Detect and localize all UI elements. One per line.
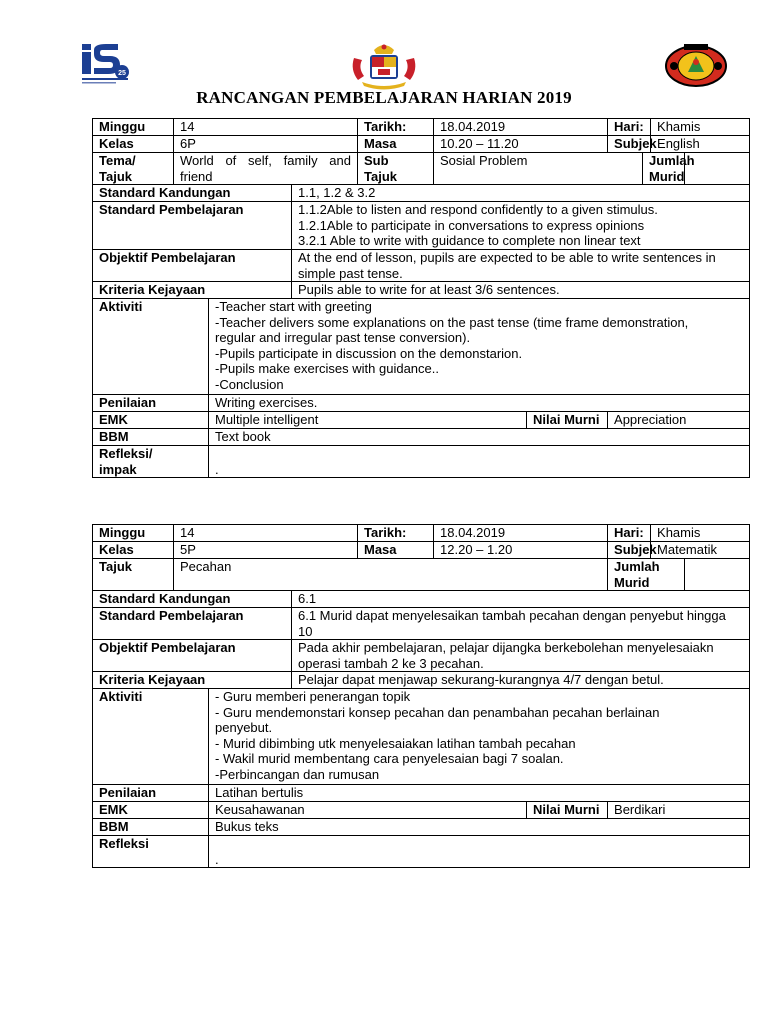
- label-emk: EMK: [93, 802, 209, 819]
- value-kelas: 6P: [174, 136, 358, 153]
- value-refleksi: .: [209, 446, 750, 478]
- value-kriteria: Pelajar dapat menjawap sekurang-kurangnya 4/7 dengan betul.: [292, 672, 750, 689]
- label-hari: Hari:: [608, 525, 651, 542]
- page-title: RANCANGAN PEMBELAJARAN HARIAN 2019: [196, 88, 572, 107]
- value-emk: Keusahawanan: [209, 802, 527, 819]
- label-penilaian: Penilaian: [93, 785, 209, 802]
- value-standard-pembelajaran: 6.1 Murid dapat menyelesaikan tambah pecahan dengan penyebut hingga 10: [292, 608, 750, 640]
- label-objektif: Objektif Pembelajaran: [93, 640, 292, 672]
- svg-text:25: 25: [118, 70, 126, 77]
- value-standard-pembelajaran: 1.1.2Able to listen and respond confidently to a given stimulus. 1.2.1Able to participate in conversations to express opinions 3.2.1 Able to write with guidance to complete non linear text: [292, 202, 750, 250]
- label-tarikh: Tarikh:: [358, 119, 434, 136]
- label-emk: EMK: [93, 412, 209, 429]
- value-bbm: Text book: [209, 429, 750, 446]
- label-aktiviti: Aktiviti: [93, 299, 209, 395]
- value-aktiviti: - Guru memberi penerangan topik - Guru mendemonstari konsep pecahan dan penambahan pecahan berlainan penyebut. - Murid dibimbing utk menyelesaiakan latihan tambah pecahan - Wakil murid membentang cara penyelesaian bagi 7 soalan. -Perbincangan dan rumusan: [209, 689, 750, 785]
- label-standard-kandungan: Standard Kandungan: [93, 591, 292, 608]
- label-bbm: BBM: [93, 819, 209, 836]
- label-nilai-murni: Nilai Murni: [527, 802, 608, 819]
- value-tarikh: 18.04.2019: [434, 525, 608, 542]
- label-subjek: Subjek: [608, 136, 651, 153]
- label-kriteria: Kriteria Kejayaan: [93, 282, 292, 299]
- label-standard-kandungan: Standard Kandungan: [93, 185, 292, 202]
- label-nilai-murni: Nilai Murni: [527, 412, 608, 429]
- value-hari: Khamis: [651, 525, 750, 542]
- value-jumlah-murid: [685, 559, 750, 591]
- label-bbm: BBM: [93, 429, 209, 446]
- value-tarikh: 18.04.2019: [434, 119, 608, 136]
- value-tajuk: Pecahan: [174, 559, 608, 591]
- value-standard-kandungan: 1.1, 1.2 & 3.2: [292, 185, 750, 202]
- label-standard-pembelajaran: Standard Pembelajaran: [93, 202, 292, 250]
- value-refleksi: .: [209, 836, 750, 868]
- label-hari: Hari:: [608, 119, 651, 136]
- value-minggu: 14: [174, 525, 358, 542]
- label-tarikh: Tarikh:: [358, 525, 434, 542]
- lesson-plan-matematik: [92, 524, 750, 868]
- value-kelas: 5P: [174, 542, 358, 559]
- value-bbm: Bukus teks: [209, 819, 750, 836]
- value-emk: Multiple intelligent: [209, 412, 527, 429]
- value-nilai-murni: Appreciation: [608, 412, 750, 429]
- value-standard-kandungan: 6.1: [292, 591, 750, 608]
- value-subjek: English: [651, 136, 750, 153]
- label-minggu: Minggu: [93, 525, 174, 542]
- label-subjek: Subjek: [608, 542, 651, 559]
- label-objektif: Objektif Pembelajaran: [93, 250, 292, 282]
- malaysia-coat-of-arms-icon: [348, 40, 420, 90]
- school-crest-icon: [664, 42, 728, 88]
- value-masa: 12.20 – 1.20: [434, 542, 608, 559]
- value-minggu: 14: [174, 119, 358, 136]
- label-jumlah-murid: Jumlah Murid: [643, 153, 685, 185]
- label-jumlah-murid: Jumlah Murid: [608, 559, 685, 591]
- label-sub-tajuk: Sub Tajuk: [358, 153, 434, 185]
- value-masa: 10.20 – 11.20: [434, 136, 608, 153]
- lesson-plan-english: [92, 118, 750, 478]
- value-tema: World of self, family and friend: [174, 153, 358, 185]
- value-subjek: Matematik: [651, 542, 750, 559]
- label-refleksi: Refleksi: [93, 836, 209, 868]
- value-objektif: Pada akhir pembelajaran, pelajar dijangka berkebolehan menyelesaiakn operasi tambah 2 ke 3 pecahan.: [292, 640, 750, 672]
- value-objektif: At the end of lesson, pupils are expected to be able to write sentences in simple past tense.: [292, 250, 750, 282]
- label-tajuk: Tajuk: [93, 559, 174, 591]
- label-aktiviti: Aktiviti: [93, 689, 209, 785]
- label-kelas: Kelas: [93, 542, 174, 559]
- label-refleksi: Refleksi/ impak: [93, 446, 209, 478]
- label-tema-tajuk: Tema/ Tajuk: [93, 153, 174, 185]
- value-hari: Khamis: [651, 119, 750, 136]
- label-masa: Masa: [358, 136, 434, 153]
- label-kelas: Kelas: [93, 136, 174, 153]
- value-sub-tajuk: Sosial Problem: [434, 153, 643, 185]
- value-kriteria: Pupils able to write for at least 3/6 sentences.: [292, 282, 750, 299]
- label-penilaian: Penilaian: [93, 395, 209, 412]
- label-masa: Masa: [358, 542, 434, 559]
- value-nilai-murni: Berdikari: [608, 802, 750, 819]
- label-standard-pembelajaran: Standard Pembelajaran: [93, 608, 292, 640]
- value-penilaian: Writing exercises.: [209, 395, 750, 412]
- label-minggu: Minggu: [93, 119, 174, 136]
- value-aktiviti: -Teacher start with greeting -Teacher delivers some explanations on the past tense (time frame demonstration, regular and irregular past tense conversion). -Pupils participate in discussion on the demonstarion. -Pupils make exercises with guidance.. -Conclusion: [209, 299, 750, 395]
- is25-logo: [80, 42, 132, 86]
- label-kriteria: Kriteria Kejayaan: [93, 672, 292, 689]
- value-penilaian: Latihan bertulis: [209, 785, 750, 802]
